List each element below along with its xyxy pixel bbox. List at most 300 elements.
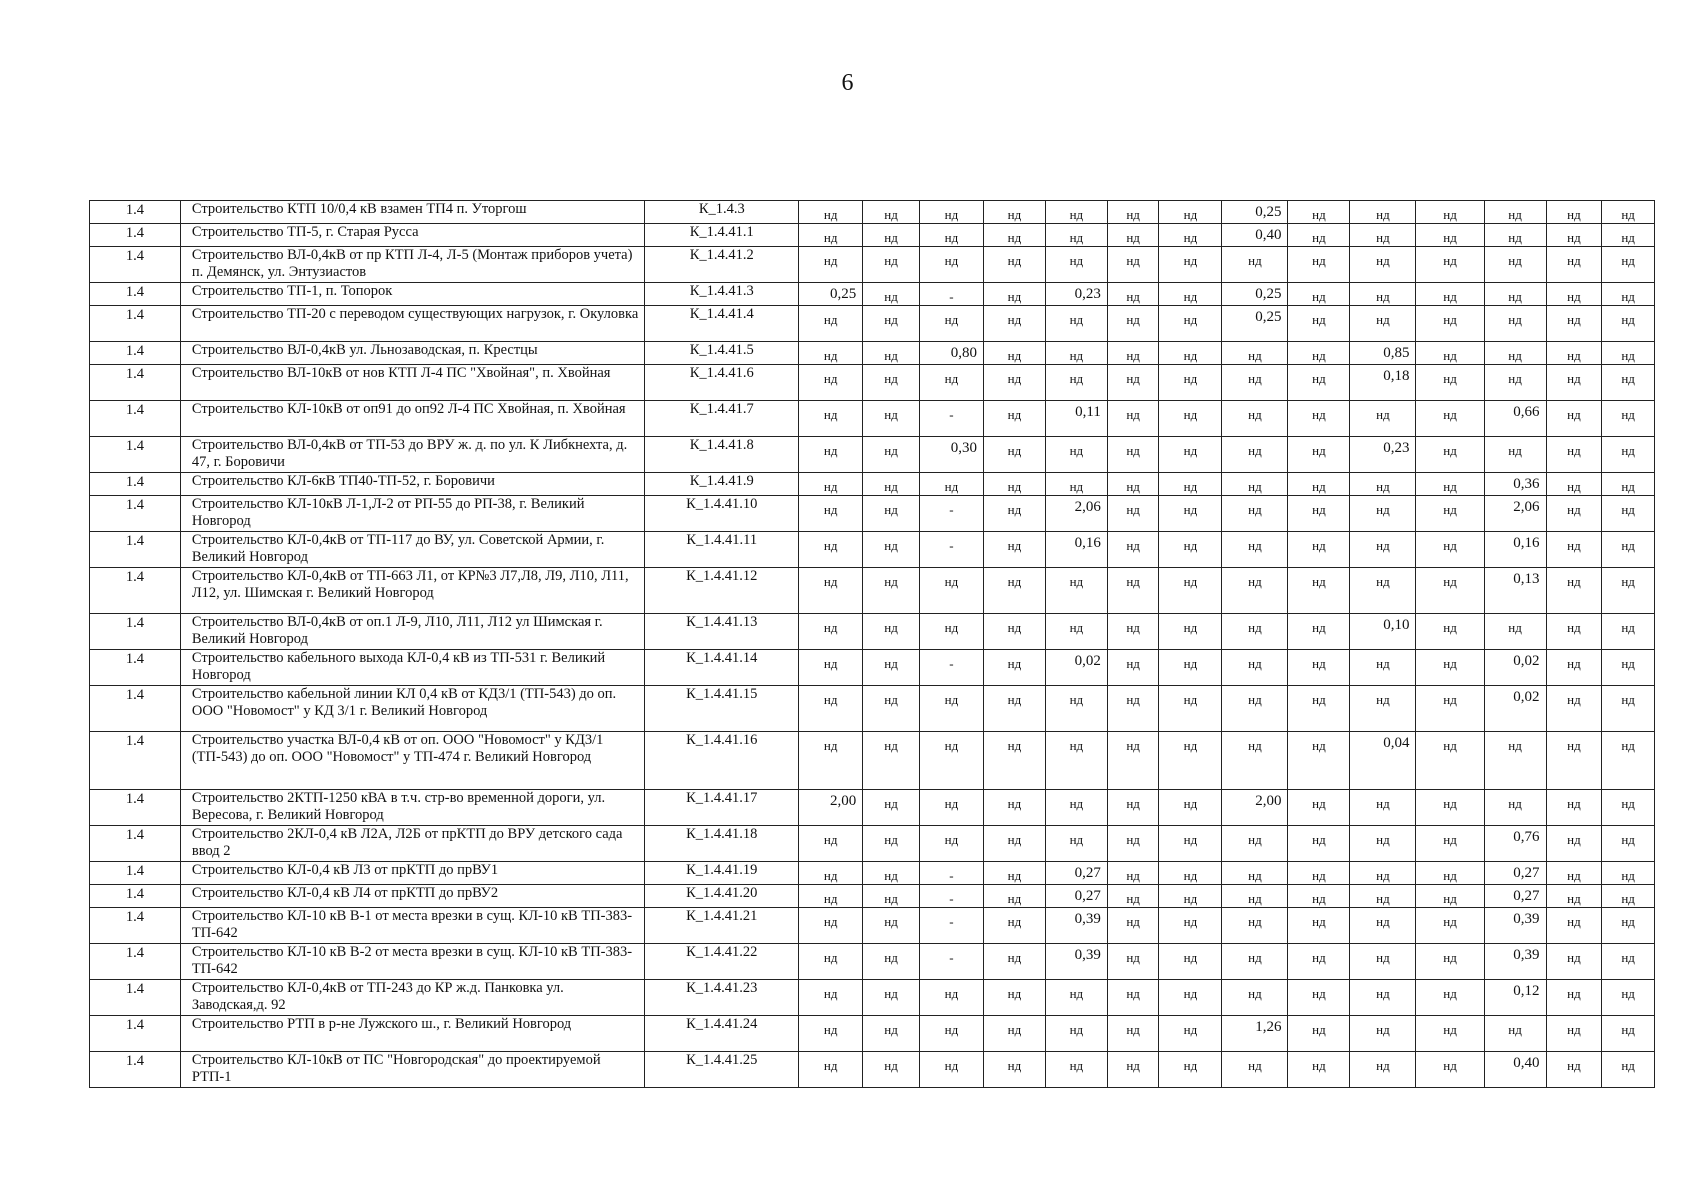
value-cell: нд	[1222, 908, 1288, 944]
value-cell: нд	[1546, 365, 1602, 401]
value-cell: -	[919, 496, 983, 532]
value-cell: 0,16	[1045, 532, 1107, 568]
value-cell: нд	[1484, 247, 1546, 283]
value-cell: нд	[1602, 614, 1655, 650]
value-cell: нд	[983, 826, 1045, 862]
table-row	[90, 980, 1655, 1016]
value-cell: нд	[1350, 885, 1416, 908]
value-cell: нд	[983, 283, 1045, 306]
value-cell: нд	[1602, 980, 1655, 1016]
value-cell: -	[919, 908, 983, 944]
project-name-cell: Строительство ВЛ-10кВ от нов КТП Л-4 ПС "Хвойная", п. Хвойная	[180, 365, 645, 401]
value-cell: нд	[1107, 401, 1159, 437]
value-cell: нд	[1288, 306, 1350, 342]
value-cell: нд	[1107, 908, 1159, 944]
value-cell: 0,23	[1045, 283, 1107, 306]
project-id-cell: К_1.4.3	[645, 201, 799, 224]
value-cell: нд	[1416, 365, 1484, 401]
value-cell: нд	[1159, 306, 1222, 342]
value-cell: нд	[1350, 401, 1416, 437]
value-cell: нд	[1602, 365, 1655, 401]
value-cell: нд	[1416, 650, 1484, 686]
value-cell: нд	[1107, 980, 1159, 1016]
project-id-cell: К_1.4.41.8	[645, 437, 799, 473]
value-cell: нд	[1350, 283, 1416, 306]
value-cell: нд	[1159, 1016, 1222, 1052]
value-cell: нд	[1045, 790, 1107, 826]
table-row	[90, 365, 1655, 401]
value-cell: нд	[983, 306, 1045, 342]
value-cell: нд	[1546, 885, 1602, 908]
value-cell: нд	[1416, 342, 1484, 365]
section-code-cell: 1.4	[90, 496, 181, 532]
value-cell: нд	[1107, 862, 1159, 885]
value-cell: нд	[1602, 862, 1655, 885]
value-cell: нд	[1222, 247, 1288, 283]
value-cell: нд	[1416, 862, 1484, 885]
section-code-cell: 1.4	[90, 686, 181, 732]
value-cell: нд	[983, 365, 1045, 401]
value-cell: нд	[1416, 306, 1484, 342]
project-id-cell: К_1.4.41.13	[645, 614, 799, 650]
value-cell: нд	[1288, 201, 1350, 224]
project-name-cell: Строительство КЛ-0,4 кВ Л3 от прКТП до прВУ1	[180, 862, 645, 885]
value-cell: нд	[983, 790, 1045, 826]
project-id-cell: К_1.4.41.25	[645, 1052, 799, 1088]
section-code-cell: 1.4	[90, 201, 181, 224]
value-cell: нд	[1107, 650, 1159, 686]
section-code-cell: 1.4	[90, 532, 181, 568]
value-cell: нд	[1484, 614, 1546, 650]
value-cell: 0,40	[1484, 1052, 1546, 1088]
value-cell: нд	[919, 1016, 983, 1052]
value-cell: нд	[1546, 473, 1602, 496]
project-name-cell: Строительство ТП-5, г. Старая Русса	[180, 224, 645, 247]
value-cell: нд	[1107, 532, 1159, 568]
value-cell: нд	[1159, 826, 1222, 862]
value-cell: нд	[1416, 247, 1484, 283]
project-name-cell: Строительство КЛ-10кВ от ПС "Новгородская" до проектируемой РТП-1	[180, 1052, 645, 1088]
value-cell: нд	[1045, 826, 1107, 862]
value-cell: 0,02	[1045, 650, 1107, 686]
value-cell: нд	[1416, 980, 1484, 1016]
value-cell: нд	[799, 614, 863, 650]
value-cell: нд	[799, 980, 863, 1016]
value-cell: нд	[863, 473, 920, 496]
project-name-cell: Строительство кабельной линии КЛ 0,4 кВ от КД3/1 (ТП-543) до оп. ООО "Новомост" у КД 3/1 г. Великий Новгород	[180, 686, 645, 732]
value-cell: нд	[1546, 1016, 1602, 1052]
project-id-cell: К_1.4.41.21	[645, 908, 799, 944]
value-cell: нд	[983, 473, 1045, 496]
value-cell: нд	[1159, 650, 1222, 686]
table-row	[90, 732, 1655, 790]
value-cell: нд	[983, 247, 1045, 283]
value-cell: 0,23	[1350, 437, 1416, 473]
value-cell: нд	[1045, 568, 1107, 614]
value-cell: 0,25	[799, 283, 863, 306]
value-cell: нд	[1416, 826, 1484, 862]
value-cell: нд	[1288, 732, 1350, 790]
value-cell: 1,26	[1222, 1016, 1288, 1052]
value-cell: 0,39	[1045, 944, 1107, 980]
value-cell: нд	[1288, 224, 1350, 247]
value-cell: нд	[1045, 614, 1107, 650]
value-cell: нд	[863, 342, 920, 365]
value-cell: нд	[983, 201, 1045, 224]
value-cell: нд	[1288, 365, 1350, 401]
value-cell: нд	[1350, 862, 1416, 885]
value-cell: нд	[1107, 568, 1159, 614]
value-cell: нд	[1602, 342, 1655, 365]
value-cell: нд	[1107, 614, 1159, 650]
value-cell: нд	[1416, 614, 1484, 650]
section-code-cell: 1.4	[90, 224, 181, 247]
table-row	[90, 614, 1655, 650]
value-cell: 0,04	[1350, 732, 1416, 790]
value-cell: нд	[1159, 980, 1222, 1016]
value-cell: нд	[1222, 980, 1288, 1016]
value-cell: нд	[863, 826, 920, 862]
value-cell: нд	[863, 614, 920, 650]
investment-table	[89, 200, 1655, 1088]
value-cell: нд	[983, 496, 1045, 532]
value-cell: нд	[1288, 650, 1350, 686]
table-row	[90, 283, 1655, 306]
value-cell: нд	[1107, 1052, 1159, 1088]
value-cell: нд	[1045, 224, 1107, 247]
value-cell: нд	[1546, 614, 1602, 650]
value-cell: нд	[1602, 283, 1655, 306]
value-cell: нд	[1159, 224, 1222, 247]
value-cell: нд	[863, 437, 920, 473]
value-cell: нд	[1107, 342, 1159, 365]
value-cell: нд	[1159, 401, 1222, 437]
project-id-cell: К_1.4.41.7	[645, 401, 799, 437]
value-cell: нд	[799, 496, 863, 532]
value-cell: нд	[799, 732, 863, 790]
value-cell: нд	[1222, 885, 1288, 908]
table-row	[90, 568, 1655, 614]
value-cell: нд	[1546, 862, 1602, 885]
value-cell: нд	[863, 224, 920, 247]
value-cell: 0,18	[1350, 365, 1416, 401]
value-cell: 0,10	[1350, 614, 1416, 650]
project-id-cell: К_1.4.41.11	[645, 532, 799, 568]
value-cell: нд	[983, 568, 1045, 614]
project-name-cell: Строительство ТП-20 с переводом существующих нагрузок, г. Окуловка	[180, 306, 645, 342]
table-row	[90, 401, 1655, 437]
project-id-cell: К_1.4.41.5	[645, 342, 799, 365]
project-id-cell: К_1.4.41.6	[645, 365, 799, 401]
value-cell: нд	[1159, 885, 1222, 908]
project-id-cell: К_1.4.41.10	[645, 496, 799, 532]
value-cell: нд	[1350, 306, 1416, 342]
section-code-cell: 1.4	[90, 437, 181, 473]
value-cell: нд	[919, 306, 983, 342]
table-row	[90, 496, 1655, 532]
project-id-cell: К_1.4.41.14	[645, 650, 799, 686]
table-row	[90, 473, 1655, 496]
project-id-cell: К_1.4.41.4	[645, 306, 799, 342]
value-cell: 0,27	[1484, 862, 1546, 885]
value-cell: нд	[1159, 247, 1222, 283]
value-cell: нд	[983, 686, 1045, 732]
project-id-cell: К_1.4.41.18	[645, 826, 799, 862]
value-cell: нд	[1288, 496, 1350, 532]
value-cell: нд	[1602, 732, 1655, 790]
value-cell: нд	[1546, 732, 1602, 790]
project-name-cell: Строительство ВЛ-0,4кВ от ТП-53 до ВРУ ж. д. по ул. К Либкнехта, д. 47, г. Боровичи	[180, 437, 645, 473]
value-cell: нд	[1159, 732, 1222, 790]
value-cell: нд	[1288, 532, 1350, 568]
value-cell: нд	[1416, 496, 1484, 532]
project-id-cell: К_1.4.41.3	[645, 283, 799, 306]
value-cell: нд	[1546, 201, 1602, 224]
project-name-cell: Строительство КЛ-10кВ от оп91 до оп92 Л-4 ПС Хвойная, п. Хвойная	[180, 401, 645, 437]
value-cell: нд	[1350, 908, 1416, 944]
value-cell: нд	[983, 650, 1045, 686]
value-cell: нд	[1107, 686, 1159, 732]
project-name-cell: Строительство КЛ-0,4кВ от ТП-117 до ВУ, ул. Советской Армии, г. Великий Новгород	[180, 532, 645, 568]
value-cell: нд	[1416, 224, 1484, 247]
value-cell: нд	[1045, 732, 1107, 790]
value-cell: нд	[1288, 473, 1350, 496]
value-cell: нд	[983, 1052, 1045, 1088]
value-cell: нд	[799, 826, 863, 862]
project-id-cell: К_1.4.41.1	[645, 224, 799, 247]
project-name-cell: Строительство КЛ-10кВ Л-1,Л-2 от РП-55 до РП-38, г. Великий Новгород	[180, 496, 645, 532]
value-cell: нд	[983, 732, 1045, 790]
value-cell: нд	[1159, 496, 1222, 532]
value-cell: нд	[799, 686, 863, 732]
value-cell: нд	[1416, 401, 1484, 437]
value-cell: нд	[799, 885, 863, 908]
value-cell: нд	[1416, 437, 1484, 473]
value-cell: нд	[1288, 885, 1350, 908]
value-cell: нд	[1222, 862, 1288, 885]
section-code-cell: 1.4	[90, 862, 181, 885]
value-cell: нд	[1350, 980, 1416, 1016]
value-cell: нд	[1546, 650, 1602, 686]
value-cell: нд	[919, 568, 983, 614]
value-cell: нд	[1416, 732, 1484, 790]
value-cell: нд	[1159, 473, 1222, 496]
value-cell: нд	[983, 944, 1045, 980]
value-cell: нд	[863, 686, 920, 732]
value-cell: -	[919, 944, 983, 980]
value-cell: нд	[1222, 944, 1288, 980]
value-cell: нд	[1107, 201, 1159, 224]
value-cell: нд	[1546, 568, 1602, 614]
value-cell: 0,02	[1484, 686, 1546, 732]
value-cell: нд	[863, 980, 920, 1016]
value-cell: нд	[1107, 437, 1159, 473]
value-cell: нд	[1045, 201, 1107, 224]
project-name-cell: Строительство ТП-1, п. Топорок	[180, 283, 645, 306]
value-cell: нд	[1222, 650, 1288, 686]
value-cell: нд	[1350, 1016, 1416, 1052]
value-cell: нд	[1288, 862, 1350, 885]
value-cell: нд	[1350, 247, 1416, 283]
project-name-cell: Строительство 2КТП-1250 кВА в т.ч. стр-во временной дороги, ул. Вересова, г. Великий Новгород	[180, 790, 645, 826]
section-code-cell: 1.4	[90, 650, 181, 686]
value-cell: нд	[863, 1052, 920, 1088]
project-id-cell: К_1.4.41.16	[645, 732, 799, 790]
value-cell: -	[919, 283, 983, 306]
project-name-cell: Строительство 2КЛ-0,4 кВ Л2А, Л2Б от прКТП до ВРУ детского сада ввод 2	[180, 826, 645, 862]
value-cell: нд	[983, 908, 1045, 944]
value-cell: нд	[799, 365, 863, 401]
value-cell: нд	[1350, 1052, 1416, 1088]
value-cell: нд	[1602, 885, 1655, 908]
value-cell: -	[919, 401, 983, 437]
value-cell: нд	[1107, 1016, 1159, 1052]
value-cell: нд	[919, 224, 983, 247]
value-cell: нд	[1159, 283, 1222, 306]
value-cell: нд	[1045, 1052, 1107, 1088]
value-cell: нд	[983, 1016, 1045, 1052]
value-cell: -	[919, 885, 983, 908]
value-cell: нд	[1546, 980, 1602, 1016]
value-cell: нд	[799, 401, 863, 437]
value-cell: нд	[863, 944, 920, 980]
value-cell: нд	[1602, 437, 1655, 473]
value-cell: нд	[1602, 247, 1655, 283]
value-cell: нд	[1159, 614, 1222, 650]
value-cell: нд	[1045, 686, 1107, 732]
value-cell: нд	[1602, 1016, 1655, 1052]
value-cell: нд	[863, 862, 920, 885]
value-cell: нд	[983, 885, 1045, 908]
value-cell: нд	[1602, 532, 1655, 568]
value-cell: нд	[1546, 342, 1602, 365]
value-cell: нд	[983, 532, 1045, 568]
value-cell: нд	[919, 1052, 983, 1088]
value-cell: нд	[1602, 306, 1655, 342]
section-code-cell: 1.4	[90, 306, 181, 342]
value-cell: нд	[919, 473, 983, 496]
value-cell: нд	[799, 650, 863, 686]
value-cell: нд	[1107, 306, 1159, 342]
value-cell: нд	[1484, 437, 1546, 473]
value-cell: нд	[983, 614, 1045, 650]
value-cell: -	[919, 532, 983, 568]
value-cell: нд	[1288, 568, 1350, 614]
value-cell: нд	[1484, 224, 1546, 247]
value-cell: нд	[1484, 342, 1546, 365]
project-id-cell: К_1.4.41.22	[645, 944, 799, 980]
value-cell: нд	[1288, 826, 1350, 862]
value-cell: 0,39	[1484, 908, 1546, 944]
value-cell: нд	[1350, 473, 1416, 496]
value-cell: нд	[1159, 568, 1222, 614]
value-cell: нд	[1222, 826, 1288, 862]
value-cell: нд	[863, 532, 920, 568]
value-cell: 0,39	[1484, 944, 1546, 980]
value-cell: нд	[1045, 980, 1107, 1016]
value-cell: 0,36	[1484, 473, 1546, 496]
value-cell: нд	[1602, 686, 1655, 732]
value-cell: нд	[1350, 650, 1416, 686]
section-code-cell: 1.4	[90, 568, 181, 614]
table-row	[90, 944, 1655, 980]
value-cell: нд	[919, 614, 983, 650]
section-code-cell: 1.4	[90, 342, 181, 365]
value-cell: -	[919, 862, 983, 885]
value-cell: нд	[1484, 306, 1546, 342]
table-row	[90, 826, 1655, 862]
value-cell: 2,00	[799, 790, 863, 826]
value-cell: 0,80	[919, 342, 983, 365]
value-cell: нд	[983, 437, 1045, 473]
value-cell: нд	[919, 201, 983, 224]
value-cell: нд	[1350, 224, 1416, 247]
value-cell: нд	[1045, 473, 1107, 496]
value-cell: 0,02	[1484, 650, 1546, 686]
value-cell: нд	[919, 980, 983, 1016]
value-cell: нд	[863, 1016, 920, 1052]
value-cell: нд	[1546, 496, 1602, 532]
value-cell: нд	[1546, 1052, 1602, 1088]
value-cell: нд	[799, 247, 863, 283]
value-cell: нд	[1350, 496, 1416, 532]
value-cell: нд	[919, 365, 983, 401]
value-cell: нд	[1159, 532, 1222, 568]
value-cell: нд	[1107, 365, 1159, 401]
value-cell: нд	[799, 944, 863, 980]
project-name-cell: Строительство КЛ-6кВ ТП40-ТП-52, г. Боровичи	[180, 473, 645, 496]
value-cell: 2,00	[1222, 790, 1288, 826]
value-cell: нд	[1350, 532, 1416, 568]
value-cell: нд	[799, 532, 863, 568]
value-cell: нд	[1484, 1016, 1546, 1052]
value-cell: нд	[1222, 532, 1288, 568]
table-row	[90, 532, 1655, 568]
value-cell: нд	[1222, 365, 1288, 401]
value-cell: нд	[1107, 496, 1159, 532]
value-cell: нд	[1546, 686, 1602, 732]
value-cell: нд	[863, 365, 920, 401]
value-cell: нд	[1045, 306, 1107, 342]
table-row	[90, 247, 1655, 283]
value-cell: нд	[1484, 283, 1546, 306]
project-name-cell: Строительство КЛ-10 кВ В-1 от места врезки в сущ. КЛ-10 кВ ТП-383-ТП-642	[180, 908, 645, 944]
value-cell: 0,25	[1222, 306, 1288, 342]
section-code-cell: 1.4	[90, 401, 181, 437]
value-cell: нд	[1416, 908, 1484, 944]
value-cell: нд	[1288, 980, 1350, 1016]
value-cell: нд	[1107, 790, 1159, 826]
value-cell: нд	[1107, 732, 1159, 790]
value-cell: нд	[919, 826, 983, 862]
value-cell: нд	[1602, 568, 1655, 614]
page-number: 6	[841, 70, 854, 96]
value-cell: нд	[983, 862, 1045, 885]
value-cell: 0,39	[1045, 908, 1107, 944]
value-cell: нд	[799, 862, 863, 885]
value-cell: нд	[1416, 473, 1484, 496]
value-cell: нд	[1484, 790, 1546, 826]
value-cell: нд	[1159, 908, 1222, 944]
value-cell: нд	[1602, 496, 1655, 532]
value-cell: нд	[1546, 401, 1602, 437]
value-cell: 0,85	[1350, 342, 1416, 365]
value-cell: нд	[1602, 201, 1655, 224]
value-cell: нд	[1546, 247, 1602, 283]
project-id-cell: К_1.4.41.2	[645, 247, 799, 283]
value-cell: нд	[1416, 790, 1484, 826]
value-cell: нд	[1416, 1052, 1484, 1088]
